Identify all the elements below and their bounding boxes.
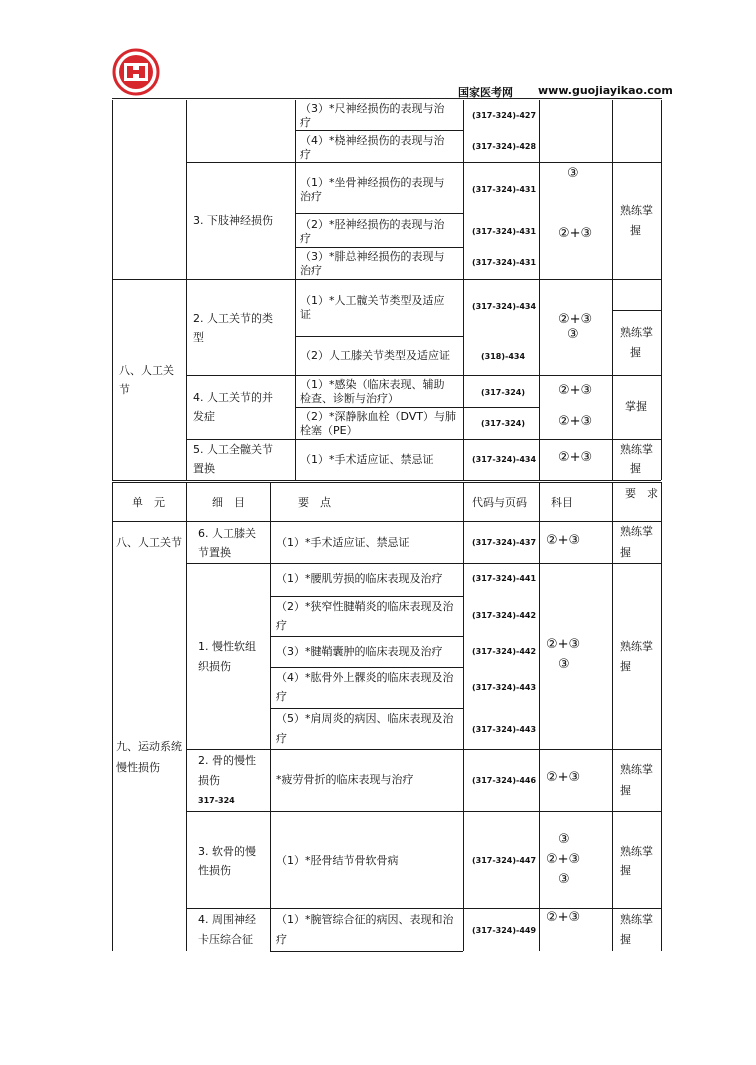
code-text: (317-324)-443 — [472, 683, 537, 692]
point-text: （2）*狭窄性腱鞘炎的临床表现及治 — [276, 600, 454, 613]
point-text: 疗 — [276, 690, 287, 703]
column-divider — [186, 100, 187, 480]
code-text: (318)-434 — [481, 352, 526, 361]
detail-text: 节置换 — [198, 546, 231, 559]
code-text: (317-324)-443 — [472, 725, 537, 734]
row-divider — [112, 279, 661, 280]
point-text: （2）人工膝关节类型及适应证 — [300, 349, 450, 362]
row-divider — [186, 908, 661, 909]
point-text: 证 — [300, 308, 311, 321]
point-text: （3）*腓总神经损伤的表现与 — [300, 250, 445, 263]
table-border-right — [661, 482, 662, 951]
column-divider — [186, 482, 187, 951]
point-text: 治疗 — [300, 264, 322, 277]
requirement-text: 掌握 — [625, 400, 647, 413]
requirement-text: 握 — [630, 346, 641, 359]
subject-text: ③ — [567, 327, 579, 342]
point-text: 疗 — [300, 148, 311, 161]
point-text: （3）*腱鞘囊肿的临床表现及治疗 — [276, 645, 443, 658]
unit-text: 八、人工关 — [119, 364, 174, 377]
point-text: （3）*尺神经损伤的表现与治 — [300, 102, 445, 115]
column-header-unit: 单 元 — [132, 496, 165, 509]
point-text: （1）*感染（临床表现、辅助 — [300, 378, 445, 391]
code-text: (317-324) — [481, 419, 526, 428]
row-divider — [612, 310, 661, 311]
requirement-text: 熟练掌 — [620, 763, 653, 776]
subject-text: ②+③ — [546, 533, 581, 548]
requirement-text: 熟练掌 — [620, 913, 653, 926]
column-divider — [539, 482, 540, 951]
requirement-text: 熟练掌 — [620, 326, 653, 339]
table-border-bottom — [112, 480, 661, 481]
detail-text: 卡压综合征 — [198, 933, 253, 946]
column-header-point: 要 点 — [298, 496, 331, 509]
column-header-requirement: 要 求 — [625, 487, 658, 500]
column-divider — [270, 482, 271, 951]
code-text: (317-324)-441 — [472, 574, 537, 583]
point-text: （1）*手术适应证、禁忌证 — [276, 536, 410, 549]
point-text: （5）*肩周炎的病因、临床表现及治 — [276, 712, 454, 725]
subject-text: ③ — [567, 166, 579, 181]
row-divider — [270, 636, 463, 637]
detail-text: 发症 — [193, 410, 215, 423]
unit-text: 慢性损伤 — [116, 761, 160, 774]
column-divider — [612, 100, 613, 480]
requirement-text: 熟练掌 — [620, 443, 653, 456]
detail-text: 3. 软骨的慢 — [198, 845, 256, 858]
site-logo-icon — [112, 48, 160, 96]
unit-text: 八、人工关节 — [116, 536, 182, 549]
point-text: *疲劳骨折的临床表现与治疗 — [276, 773, 414, 786]
column-divider — [295, 100, 296, 480]
row-divider — [186, 749, 661, 750]
point-text: 疗 — [276, 619, 287, 632]
table-border-top — [112, 482, 661, 483]
point-text: 疗 — [300, 116, 311, 129]
requirement-text: 熟练掌 — [620, 204, 653, 217]
row-divider — [270, 951, 463, 952]
table-border-left — [112, 482, 113, 951]
requirement-text: 熟练掌 — [620, 525, 653, 538]
subject-text: ②+③ — [558, 383, 593, 398]
point-text: （1）*人工髋关节类型及适应 — [300, 294, 445, 307]
requirement-text: 握 — [620, 784, 631, 797]
detail-text: 4. 周围神经 — [198, 913, 256, 926]
code-text: (317-324)-431 — [472, 185, 537, 194]
unit-text: 节 — [119, 383, 130, 396]
point-text: 治疗 — [300, 190, 322, 203]
detail-text: 型 — [193, 331, 204, 344]
code-text: (317-324)-434 — [472, 455, 537, 464]
requirement-text: 握 — [630, 224, 641, 237]
column-divider — [463, 100, 464, 480]
requirement-text: 握 — [620, 933, 631, 946]
code-text: (317-324)-442 — [472, 611, 537, 620]
code-text: (317-324) — [481, 388, 526, 397]
detail-text: 4. 人工关节的并 — [193, 391, 273, 404]
table-border-right — [661, 100, 662, 480]
code-text: (317-324)-449 — [472, 926, 537, 935]
row-divider — [186, 162, 661, 163]
code-text: (317-324)-431 — [472, 258, 537, 267]
point-text: 疗 — [300, 232, 311, 245]
point-text: （1）*腰肌劳损的临床表现及治疗 — [276, 572, 443, 585]
detail-text: 织损伤 — [198, 660, 231, 673]
code-text: (317-324)-428 — [472, 142, 537, 151]
subject-text: ②+③ — [558, 226, 593, 241]
detail-text: 2. 人工关节的类 — [193, 312, 273, 325]
subject-text: ②+③ — [558, 450, 593, 465]
requirement-text: 握 — [620, 864, 631, 877]
detail-text: 2. 骨的慢性 — [198, 754, 256, 767]
point-text: 疗 — [276, 732, 287, 745]
site-name: 国家医考网 — [458, 86, 513, 99]
point-text: （1）*腕管综合征的病因、表现和治 — [276, 913, 454, 926]
requirement-text: 熟练掌 — [620, 845, 653, 858]
column-header-subject: 科目 — [551, 496, 573, 509]
code-text: (317-324)-446 — [472, 776, 537, 785]
subject-text: ②+③ — [546, 910, 581, 925]
point-text: （1）*坐骨神经损伤的表现与 — [300, 176, 445, 189]
subject-text: ③ — [558, 832, 570, 847]
detail-text: 6. 人工膝关 — [198, 527, 256, 540]
detail-text: 3. 下肢神经损伤 — [193, 214, 273, 227]
detail-text: 5. 人工全髋关节 — [193, 443, 273, 456]
column-divider — [463, 482, 464, 951]
subject-text: ②+③ — [546, 852, 581, 867]
detail-text: 置换 — [193, 462, 215, 475]
header-row-divider — [112, 521, 661, 522]
column-divider — [539, 100, 540, 480]
point-text: （2）*深静脉血栓（DVT）与肺 — [300, 410, 457, 423]
code-text: (317-324)-447 — [472, 856, 537, 865]
row-divider — [295, 213, 463, 214]
requirement-text: 熟练掌 — [620, 640, 653, 653]
row-divider — [295, 336, 463, 337]
unit-text: 九、运动系统 — [116, 740, 182, 753]
subject-text: ②+③ — [546, 770, 581, 785]
subject-text: ③ — [558, 872, 570, 887]
subject-text: ②+③ — [558, 312, 593, 327]
column-header-code: 代码与页码 — [472, 496, 527, 509]
column-divider — [612, 482, 613, 951]
point-text: （1）*胫骨结节骨软骨病 — [276, 854, 399, 867]
point-text: （4）*肱骨外上髁炎的临床表现及治 — [276, 671, 454, 684]
point-text: 检查、诊断与治疗） — [300, 392, 399, 405]
row-divider — [186, 811, 661, 812]
point-text: （2）*胫神经损伤的表现与治 — [300, 218, 445, 231]
subject-text: ②+③ — [558, 414, 593, 429]
point-text: （1）*手术适应证、禁忌证 — [300, 453, 434, 466]
point-text: （4）*桡神经损伤的表现与治 — [300, 134, 445, 147]
point-text: 疗 — [276, 933, 287, 946]
subject-text: ②+③ — [546, 637, 581, 652]
detail-code-text: 317-324 — [198, 796, 235, 805]
row-divider — [186, 563, 661, 564]
detail-text: 损伤 — [198, 774, 220, 787]
code-text: (317-324)-434 — [472, 302, 537, 311]
code-text: (317-324)-427 — [472, 111, 537, 120]
point-text: 栓塞（PE） — [300, 424, 358, 437]
requirement-text: 握 — [620, 546, 631, 559]
site-url[interactable]: www.guojiayikao.com — [538, 84, 673, 97]
code-text: (317-324)-442 — [472, 647, 537, 656]
detail-text: 1. 慢性软组 — [198, 640, 256, 653]
code-text: (317-324)-431 — [472, 227, 537, 236]
table-border-left — [112, 100, 113, 480]
requirement-text: 握 — [630, 462, 641, 475]
requirement-text: 握 — [620, 660, 631, 673]
column-header-detail: 细 目 — [212, 496, 245, 509]
code-text: (317-324)-437 — [472, 538, 537, 547]
detail-text: 性损伤 — [198, 864, 231, 877]
subject-text: ③ — [558, 657, 570, 672]
